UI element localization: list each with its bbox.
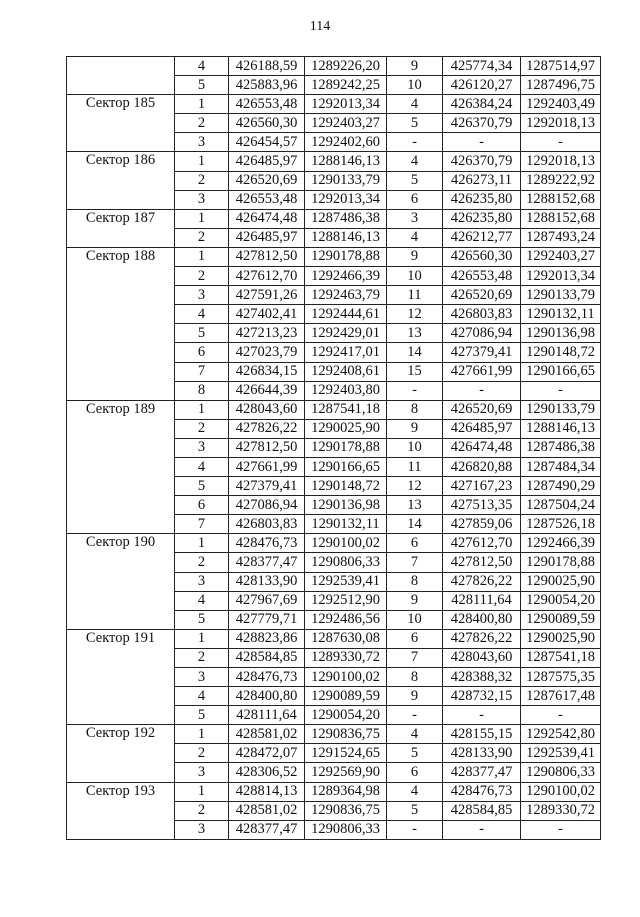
sector-label (67, 57, 175, 95)
point-number: 2 (175, 267, 229, 286)
x-coordinate: 426212,77 (443, 228, 521, 247)
x-coordinate: 427779,71 (229, 610, 305, 629)
y-coordinate: 1289330,72 (305, 648, 387, 667)
point-number: 9 (387, 419, 443, 438)
y-coordinate: 1290133,79 (521, 286, 601, 305)
point-number: 6 (175, 496, 229, 515)
y-coordinate: 1290025,90 (305, 419, 387, 438)
point-number: 6 (387, 534, 443, 553)
x-coordinate: 428133,90 (229, 572, 305, 591)
point-number: 5 (175, 76, 229, 95)
point-number: 3 (175, 133, 229, 152)
y-coordinate: 1292512,90 (305, 591, 387, 610)
x-coordinate: 426520,69 (443, 286, 521, 305)
point-number: 7 (387, 553, 443, 572)
point-number: 2 (175, 648, 229, 667)
point-number: 8 (387, 572, 443, 591)
sector-label: Сектор 188 (67, 247, 175, 400)
x-coordinate: 426474,48 (443, 438, 521, 457)
point-number: 5 (175, 610, 229, 629)
y-coordinate: 1287496,75 (521, 76, 601, 95)
point-number: 3 (175, 190, 229, 209)
point-number: 12 (387, 477, 443, 496)
x-coordinate: 426120,27 (443, 76, 521, 95)
x-coordinate: 427826,22 (229, 419, 305, 438)
y-coordinate: 1292408,61 (305, 362, 387, 381)
point-number: 9 (387, 687, 443, 706)
point-number: 10 (387, 438, 443, 457)
point-number: 5 (175, 477, 229, 496)
sector-label: Сектор 190 (67, 534, 175, 629)
coordinates-table-body (67, 57, 601, 840)
point-number: 14 (387, 343, 443, 362)
point-number: - (387, 381, 443, 400)
x-coordinate: 428823,86 (229, 629, 305, 648)
x-coordinate: 428581,02 (229, 725, 305, 744)
y-coordinate: 1290178,88 (305, 438, 387, 457)
point-number: 4 (175, 687, 229, 706)
x-coordinate: 426485,97 (443, 419, 521, 438)
x-coordinate: 427379,41 (443, 343, 521, 362)
point-number: 1 (175, 209, 229, 228)
x-coordinate: 427812,50 (229, 247, 305, 266)
x-coordinate: 427379,41 (229, 477, 305, 496)
x-coordinate: 427086,94 (443, 324, 521, 343)
y-coordinate: 1290133,79 (305, 171, 387, 190)
point-number: - (387, 820, 443, 839)
y-coordinate: 1290806,33 (521, 763, 601, 782)
x-coordinate: 427812,50 (229, 438, 305, 457)
x-coordinate: 426384,24 (443, 95, 521, 114)
y-coordinate: 1292463,79 (305, 286, 387, 305)
y-coordinate: 1292013,34 (521, 267, 601, 286)
y-coordinate: 1289364,98 (305, 782, 387, 801)
point-number: 8 (175, 381, 229, 400)
x-coordinate: 426834,15 (229, 362, 305, 381)
y-coordinate: 1288152,68 (521, 190, 601, 209)
y-coordinate: 1290806,33 (305, 820, 387, 839)
x-coordinate: 426553,48 (229, 95, 305, 114)
x-coordinate: 426520,69 (229, 171, 305, 190)
table-row (67, 725, 601, 744)
point-number: 4 (387, 782, 443, 801)
y-coordinate: 1287630,08 (305, 629, 387, 648)
y-coordinate: 1287514,97 (521, 57, 601, 76)
sector-label: Сектор 189 (67, 400, 175, 534)
x-coordinate: 428400,80 (443, 610, 521, 629)
y-coordinate: 1292486,56 (305, 610, 387, 629)
y-coordinate: 1290166,65 (305, 457, 387, 476)
y-coordinate: 1290136,98 (305, 496, 387, 515)
y-coordinate: 1287490,29 (521, 477, 601, 496)
x-coordinate: 427167,23 (443, 477, 521, 496)
point-number: 11 (387, 457, 443, 476)
point-number: 4 (387, 725, 443, 744)
sector-label: Сектор 191 (67, 629, 175, 724)
x-coordinate: 426520,69 (443, 400, 521, 419)
y-coordinate: - (521, 820, 601, 839)
x-coordinate: 428476,73 (229, 534, 305, 553)
x-coordinate: 428111,64 (229, 706, 305, 725)
x-coordinate: 425774,34 (443, 57, 521, 76)
x-coordinate: 426485,97 (229, 228, 305, 247)
point-number: 3 (175, 286, 229, 305)
y-coordinate: 1290178,88 (305, 247, 387, 266)
point-number: 2 (175, 114, 229, 133)
x-coordinate: 426803,83 (229, 515, 305, 534)
point-number: 9 (387, 247, 443, 266)
point-number: 6 (175, 343, 229, 362)
x-coordinate: 427859,06 (443, 515, 521, 534)
sector-label: Сектор 192 (67, 725, 175, 782)
x-coordinate: 428476,73 (229, 668, 305, 687)
point-number: 2 (175, 801, 229, 820)
x-coordinate: 426820,88 (443, 457, 521, 476)
y-coordinate: 1288146,13 (305, 228, 387, 247)
y-coordinate: 1290025,90 (521, 572, 601, 591)
y-coordinate: 1290089,59 (521, 610, 601, 629)
x-coordinate: 427661,99 (229, 457, 305, 476)
x-coordinate: 425883,96 (229, 76, 305, 95)
y-coordinate: 1290806,33 (305, 553, 387, 572)
y-coordinate: 1290136,98 (521, 324, 601, 343)
x-coordinate: 428581,02 (229, 801, 305, 820)
table-row (67, 400, 601, 419)
x-coordinate: - (443, 133, 521, 152)
x-coordinate: 427023,79 (229, 343, 305, 362)
point-number: 3 (175, 572, 229, 591)
point-number: - (387, 133, 443, 152)
y-coordinate: 1291524,65 (305, 744, 387, 763)
y-coordinate: 1290133,79 (521, 400, 601, 419)
x-coordinate: 428388,32 (443, 668, 521, 687)
x-coordinate: 426560,30 (443, 247, 521, 266)
y-coordinate: 1292444,61 (305, 305, 387, 324)
y-coordinate: 1287541,18 (521, 648, 601, 667)
x-coordinate: 428111,64 (443, 591, 521, 610)
y-coordinate: 1290132,11 (305, 515, 387, 534)
point-number: 11 (387, 286, 443, 305)
point-number: 5 (387, 171, 443, 190)
sector-label: Сектор 193 (67, 782, 175, 839)
table-row (67, 152, 601, 171)
x-coordinate: 428814,13 (229, 782, 305, 801)
x-coordinate: 426644,39 (229, 381, 305, 400)
point-number: 2 (175, 419, 229, 438)
y-coordinate: - (521, 133, 601, 152)
point-number: 2 (175, 228, 229, 247)
x-coordinate: 426474,48 (229, 209, 305, 228)
y-coordinate: 1287617,48 (521, 687, 601, 706)
y-coordinate: - (521, 706, 601, 725)
point-number: 9 (387, 591, 443, 610)
coordinates-table (66, 56, 601, 840)
x-coordinate: 428584,85 (229, 648, 305, 667)
point-number: 6 (387, 190, 443, 209)
y-coordinate: 1290132,11 (521, 305, 601, 324)
x-coordinate: 428584,85 (443, 801, 521, 820)
sector-label: Сектор 185 (67, 95, 175, 152)
y-coordinate: 1292539,41 (521, 744, 601, 763)
point-number: 4 (387, 228, 443, 247)
y-coordinate: 1292403,49 (521, 95, 601, 114)
point-number: 7 (175, 362, 229, 381)
y-coordinate: 1292403,80 (305, 381, 387, 400)
x-coordinate: 426370,79 (443, 152, 521, 171)
sector-label: Сектор 186 (67, 152, 175, 209)
x-coordinate: 427812,50 (443, 553, 521, 572)
y-coordinate: 1287493,24 (521, 228, 601, 247)
point-number: 4 (387, 95, 443, 114)
point-number: 6 (387, 629, 443, 648)
x-coordinate: 426235,80 (443, 209, 521, 228)
y-coordinate: 1292466,39 (305, 267, 387, 286)
point-number: 2 (175, 553, 229, 572)
y-coordinate: 1290836,75 (305, 801, 387, 820)
x-coordinate: 426553,48 (443, 267, 521, 286)
table-row (67, 57, 601, 76)
y-coordinate: 1287486,38 (521, 438, 601, 457)
x-coordinate: 426485,97 (229, 152, 305, 171)
point-number: 5 (387, 801, 443, 820)
x-coordinate: 426454,57 (229, 133, 305, 152)
x-coordinate: 428732,15 (443, 687, 521, 706)
y-coordinate: 1292417,01 (305, 343, 387, 362)
x-coordinate: 428043,60 (229, 400, 305, 419)
x-coordinate: 427661,99 (443, 362, 521, 381)
x-coordinate: 427612,70 (443, 534, 521, 553)
y-coordinate: 1292018,13 (521, 114, 601, 133)
y-coordinate: 1290054,20 (305, 706, 387, 725)
y-coordinate: 1288146,13 (305, 152, 387, 171)
x-coordinate: 427402,41 (229, 305, 305, 324)
x-coordinate: 427826,22 (443, 629, 521, 648)
y-coordinate: 1290836,75 (305, 725, 387, 744)
point-number: 4 (175, 305, 229, 324)
x-coordinate: 428377,47 (229, 553, 305, 572)
x-coordinate: 428472,07 (229, 744, 305, 763)
y-coordinate: 1289222,92 (521, 171, 601, 190)
x-coordinate: 427612,70 (229, 267, 305, 286)
point-number: 3 (175, 668, 229, 687)
point-number: 3 (175, 820, 229, 839)
y-coordinate: 1287575,35 (521, 668, 601, 687)
x-coordinate: 426803,83 (443, 305, 521, 324)
x-coordinate: 428377,47 (229, 820, 305, 839)
table-row (67, 782, 601, 801)
x-coordinate: 427967,69 (229, 591, 305, 610)
x-coordinate: 427086,94 (229, 496, 305, 515)
y-coordinate: 1290100,02 (521, 782, 601, 801)
point-number: 7 (387, 648, 443, 667)
x-coordinate: 428377,47 (443, 763, 521, 782)
y-coordinate: 1288146,13 (521, 419, 601, 438)
x-coordinate: 428133,90 (443, 744, 521, 763)
point-number: 4 (387, 152, 443, 171)
point-number: 1 (175, 247, 229, 266)
y-coordinate: 1287541,18 (305, 400, 387, 419)
point-number: 1 (175, 95, 229, 114)
y-coordinate: 1290178,88 (521, 553, 601, 572)
y-coordinate: 1292013,34 (305, 190, 387, 209)
point-number: 10 (387, 76, 443, 95)
point-number: 3 (175, 438, 229, 457)
x-coordinate: 427826,22 (443, 572, 521, 591)
x-coordinate: 428400,80 (229, 687, 305, 706)
y-coordinate: 1292429,01 (305, 324, 387, 343)
point-number: 10 (387, 610, 443, 629)
point-number: 3 (175, 763, 229, 782)
point-number: 12 (387, 305, 443, 324)
x-coordinate: 428476,73 (443, 782, 521, 801)
point-number: 8 (387, 400, 443, 419)
x-coordinate: 428306,52 (229, 763, 305, 782)
x-coordinate: - (443, 706, 521, 725)
y-coordinate: 1292013,34 (305, 95, 387, 114)
point-number: 10 (387, 267, 443, 286)
y-coordinate: 1287486,38 (305, 209, 387, 228)
y-coordinate: 1289330,72 (521, 801, 601, 820)
x-coordinate: - (443, 381, 521, 400)
point-number: 2 (175, 171, 229, 190)
y-coordinate: 1290100,02 (305, 534, 387, 553)
point-number: 14 (387, 515, 443, 534)
point-number: 5 (175, 324, 229, 343)
y-coordinate: 1289242,25 (305, 76, 387, 95)
y-coordinate: 1290089,59 (305, 687, 387, 706)
point-number: 1 (175, 725, 229, 744)
point-number: 5 (387, 114, 443, 133)
point-number: 13 (387, 496, 443, 515)
y-coordinate: 1290148,72 (305, 477, 387, 496)
point-number: 1 (175, 782, 229, 801)
y-coordinate: 1292403,27 (521, 247, 601, 266)
x-coordinate: 426553,48 (229, 190, 305, 209)
point-number: 5 (175, 706, 229, 725)
point-number: 2 (175, 744, 229, 763)
x-coordinate: 426273,11 (443, 171, 521, 190)
table-row (67, 247, 601, 266)
y-coordinate: 1287484,34 (521, 457, 601, 476)
y-coordinate: 1289226,20 (305, 57, 387, 76)
point-number: 3 (387, 209, 443, 228)
y-coordinate: 1292466,39 (521, 534, 601, 553)
x-coordinate: 426188,59 (229, 57, 305, 76)
x-coordinate: 427213,23 (229, 324, 305, 343)
x-coordinate: 427591,26 (229, 286, 305, 305)
y-coordinate: 1287504,24 (521, 496, 601, 515)
y-coordinate: 1290100,02 (305, 668, 387, 687)
y-coordinate: 1292402,60 (305, 133, 387, 152)
point-number: 7 (175, 515, 229, 534)
point-number: 1 (175, 400, 229, 419)
x-coordinate: - (443, 820, 521, 839)
point-number: 15 (387, 362, 443, 381)
y-coordinate: 1290166,65 (521, 362, 601, 381)
y-coordinate: 1292542,80 (521, 725, 601, 744)
point-number: 1 (175, 534, 229, 553)
table-row (67, 209, 601, 228)
point-number: 5 (387, 744, 443, 763)
y-coordinate: 1287526,18 (521, 515, 601, 534)
x-coordinate: 428043,60 (443, 648, 521, 667)
sector-label: Сектор 187 (67, 209, 175, 247)
page-number: 114 (309, 19, 331, 34)
point-number: 4 (175, 591, 229, 610)
y-coordinate: 1292403,27 (305, 114, 387, 133)
x-coordinate: 428155,15 (443, 725, 521, 744)
point-number: 13 (387, 324, 443, 343)
point-number: 8 (387, 668, 443, 687)
y-coordinate: 1292539,41 (305, 572, 387, 591)
table-row (67, 629, 601, 648)
y-coordinate: 1288152,68 (521, 209, 601, 228)
y-coordinate: - (521, 381, 601, 400)
x-coordinate: 426370,79 (443, 114, 521, 133)
x-coordinate: 427513,35 (443, 496, 521, 515)
point-number: 1 (175, 152, 229, 171)
y-coordinate: 1290054,20 (521, 591, 601, 610)
y-coordinate: 1290025,90 (521, 629, 601, 648)
y-coordinate: 1290148,72 (521, 343, 601, 362)
point-number: - (387, 706, 443, 725)
table-row (67, 534, 601, 553)
x-coordinate: 426235,80 (443, 190, 521, 209)
x-coordinate: 426560,30 (229, 114, 305, 133)
point-number: 1 (175, 629, 229, 648)
point-number: 9 (387, 57, 443, 76)
y-coordinate: 1292018,13 (521, 152, 601, 171)
table-row (67, 95, 601, 114)
point-number: 4 (175, 57, 229, 76)
point-number: 6 (387, 763, 443, 782)
y-coordinate: 1292569,90 (305, 763, 387, 782)
point-number: 4 (175, 457, 229, 476)
